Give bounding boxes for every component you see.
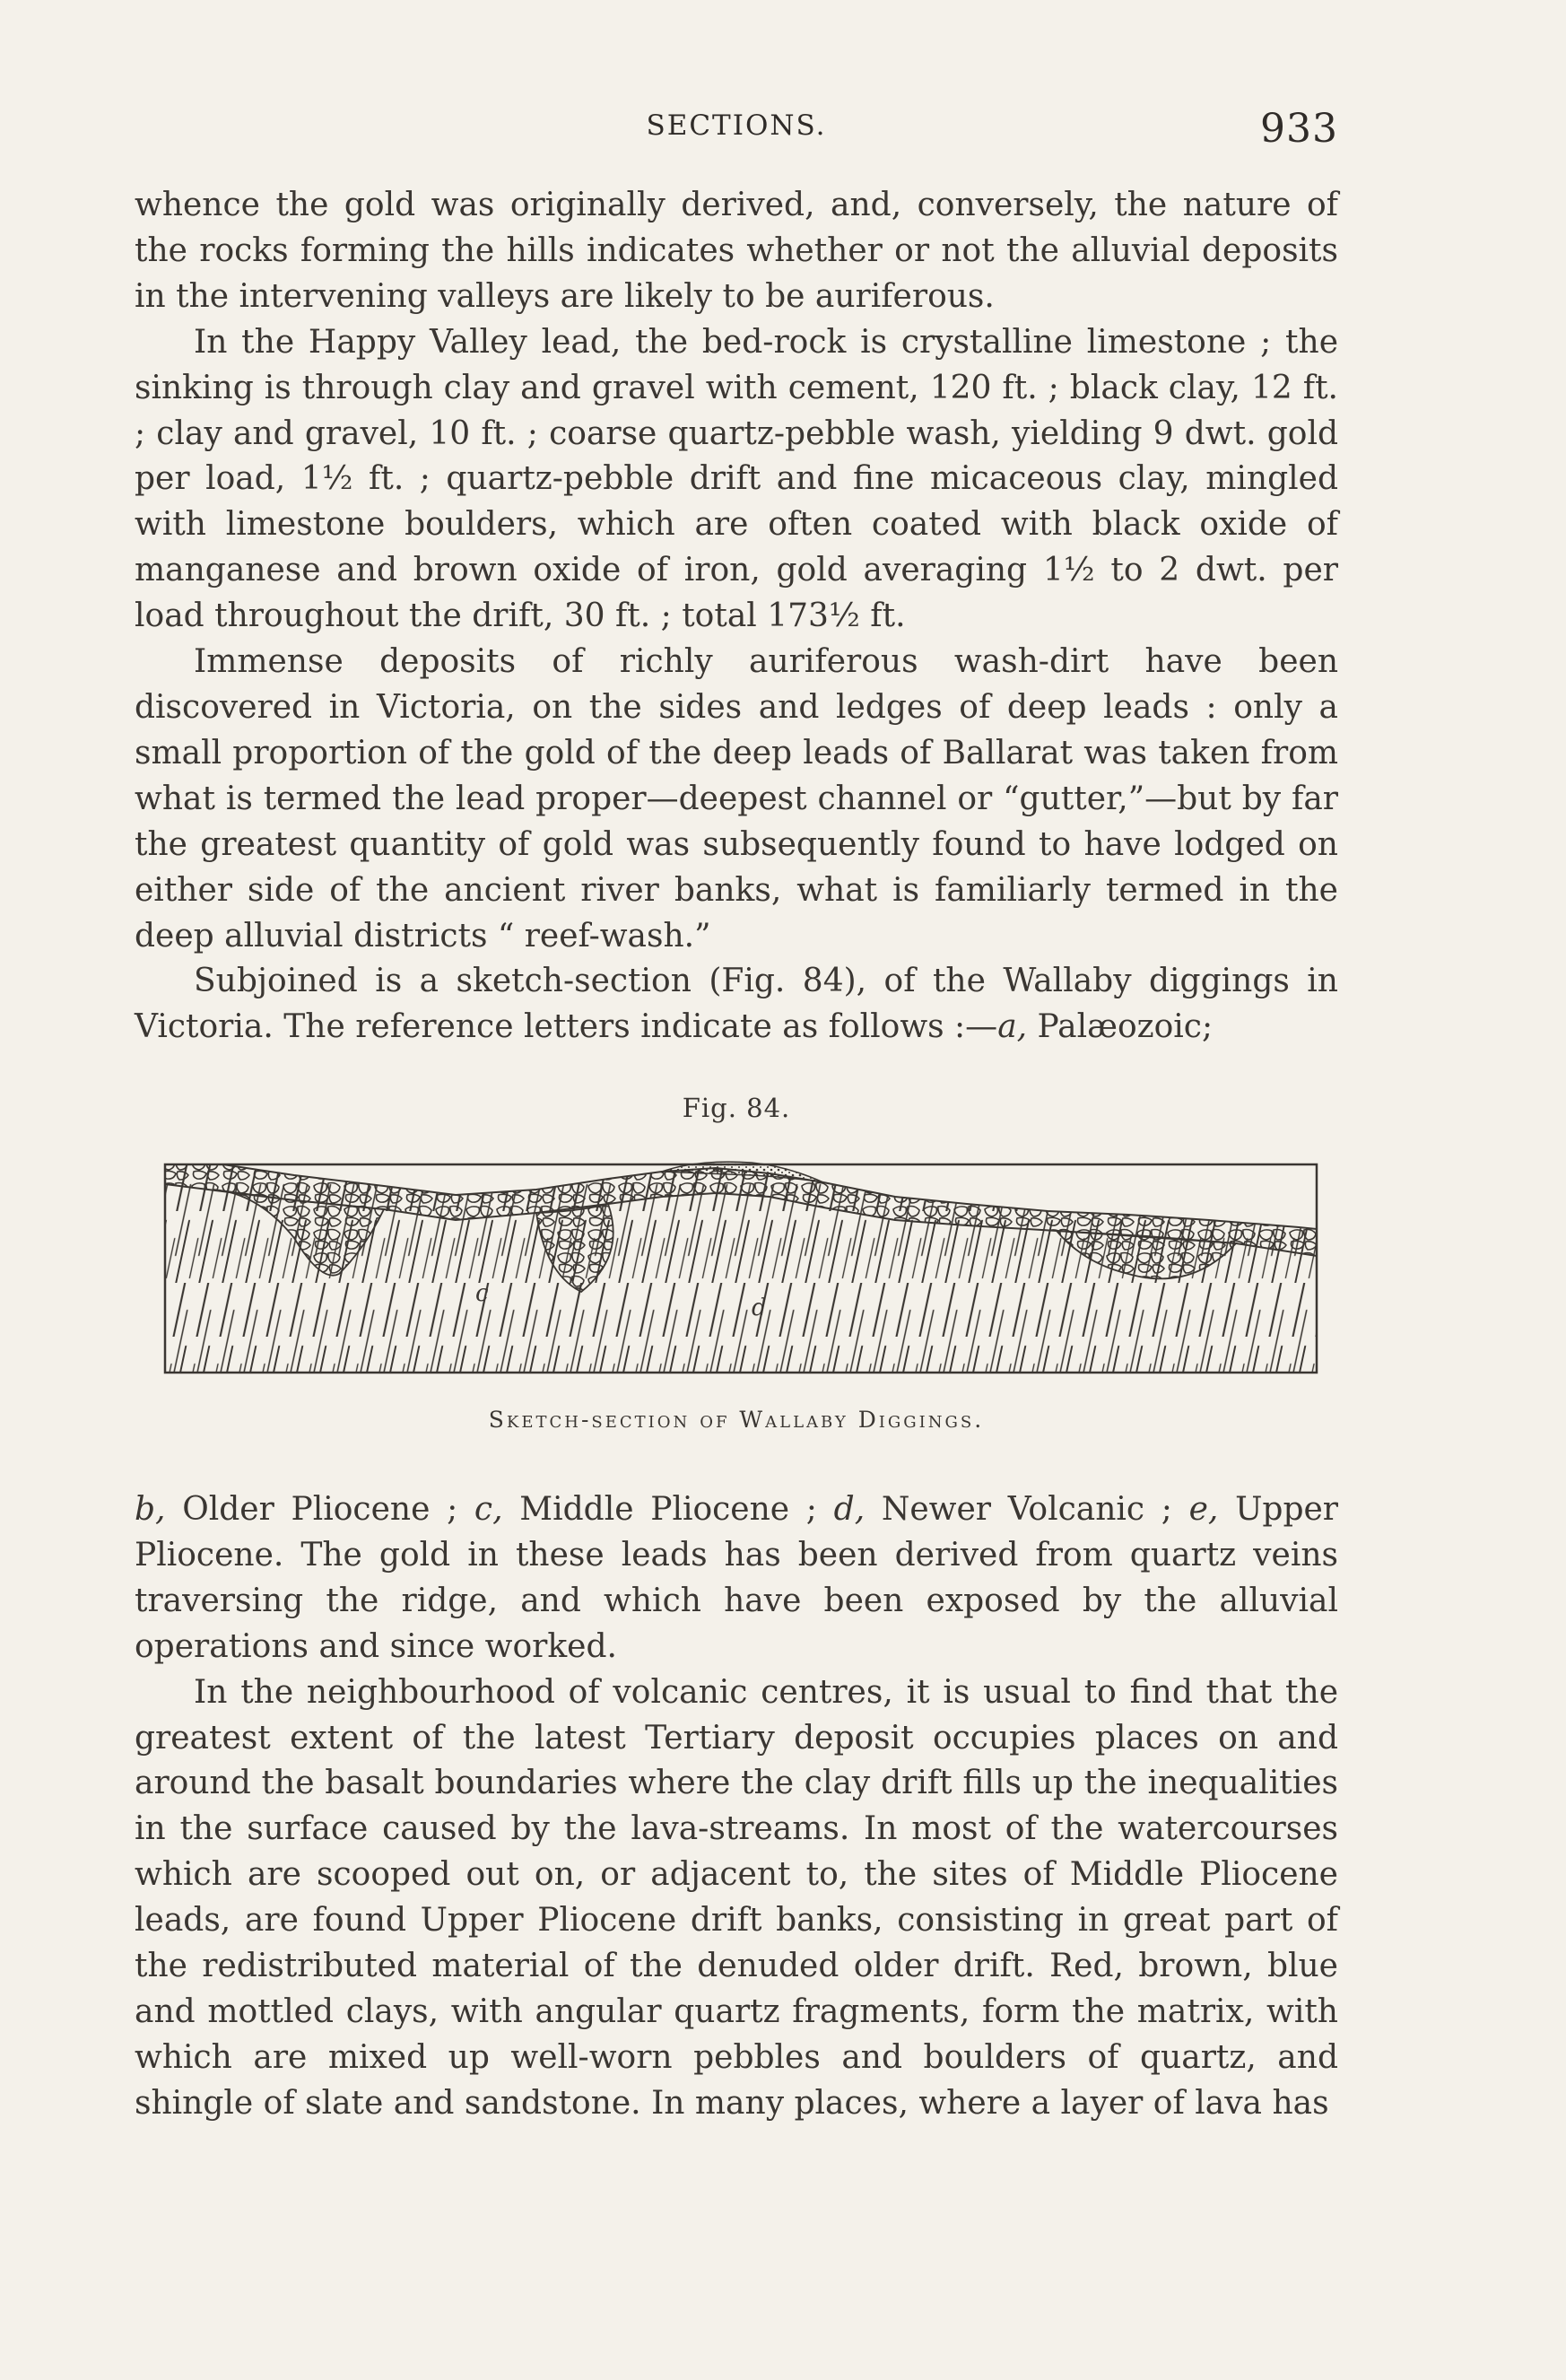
paragraph: Immense deposits of richly auriferous wash-dirt have been discovered in Victoria, on the sides and ledges of deep leads : only a small proportion of the gold of the deep leads of Ballarat was taken from what is termed the lead proper—deepest channel or “gutter,”—but by far the greatest quantity of gold was subsequently found to have lodged on either side of the ancient river banks, what is familiarly termed in the deep alluvial districts “ reef-wash.”: [135, 643, 1338, 955]
ref-letter-c: c,: [474, 1491, 503, 1528]
sketch-section-figure: [160, 1157, 1327, 1385]
paragraph: whence the gold was originally derived, and, conversely, the nature of the rocks forming the hills indicates whether or not the alluvial deposits in the intervening valleys are likely to be auriferous.: [135, 187, 1338, 315]
ref-letter-b: b,: [135, 1491, 166, 1528]
paragraph-legend: [135, 1487, 1338, 1670]
figure-caption: [135, 1407, 1338, 1433]
ref-letter-e: e,: [1188, 1491, 1219, 1528]
upper-text: [135, 183, 1338, 1051]
ref-c-text: Middle Pliocene ;: [502, 1491, 834, 1528]
sketch-section-drawing: [160, 1157, 1327, 1385]
ref-letter-d: d,: [833, 1491, 866, 1528]
ref-e-text: Upper Pliocene. The gold in these leads has been derived from quartz veins traversing the ridge, and which have been exposed by the alluvial operations and since worked.: [135, 1491, 1339, 1665]
ref-b-text: Older Pliocene ;: [165, 1491, 474, 1528]
ref-a-text: Palæozoic;: [1027, 1008, 1214, 1046]
paragraph: In the neighbourhood of volcanic centres, it is usual to find that the greatest extent of the latest Tertiary deposit occupies places on and around the basalt boundaries where the clay drift fills up the inequalities in the surface caused by the lava-streams. In most of the watercourses which are scooped out on, or adjacent to, the sites of Middle Pliocene leads, are found Upper Pliocene drift banks, consisting in great part of the redistributed material of the denuded older drift. Red, brown, blue and mottled clays, with angular quartz fragments, form the matrix, with which are mixed up well-worn pebbles and boulders of quartz, and shingle of slate and sandstone. In many places, where a layer of lava has: [135, 1673, 1338, 2122]
subjoined-text: Subjoined is a sketch-section (Fig. 84), of the Wallaby diggings in Victoria. The reference letters indicate as follows :—: [135, 963, 1338, 1046]
running-head: SECTIONS.: [646, 109, 827, 142]
ref-d-text: Newer Volcanic ;: [865, 1491, 1189, 1528]
figure-label: Fig. 84.: [682, 1093, 791, 1123]
paragraph: In the Happy Valley lead, the bed-rock is crystalline limestone ; the sinking is through clay and gravel with cement, 120 ft. ; black clay, 12 ft. ; clay and gravel, 10 ft. ; coarse quartz-pebble wash, yielding 9 dwt. gold per load, 1½ ft. ; quartz-pebble drift and fine micaceous clay, mingled with limestone boulders, which are often coated with black oxide of manganese and brown oxide of iron, gold averaging 1½ to 2 dwt. per load throughout the drift, 30 ft. ; total 173½ ft.: [135, 323, 1338, 635]
page-number: 933: [1260, 106, 1338, 152]
lower-text: [135, 1487, 1338, 2127]
page-header: [135, 106, 1338, 160]
figure-letter-d: d: [752, 1295, 767, 1321]
paragraph-subjoined: [135, 959, 1338, 1051]
caption-text: Sketch-section of Wallaby Diggings.: [488, 1407, 985, 1433]
ref-letter-a: a,: [997, 1008, 1028, 1046]
figure-letter-c: c: [475, 1280, 489, 1307]
